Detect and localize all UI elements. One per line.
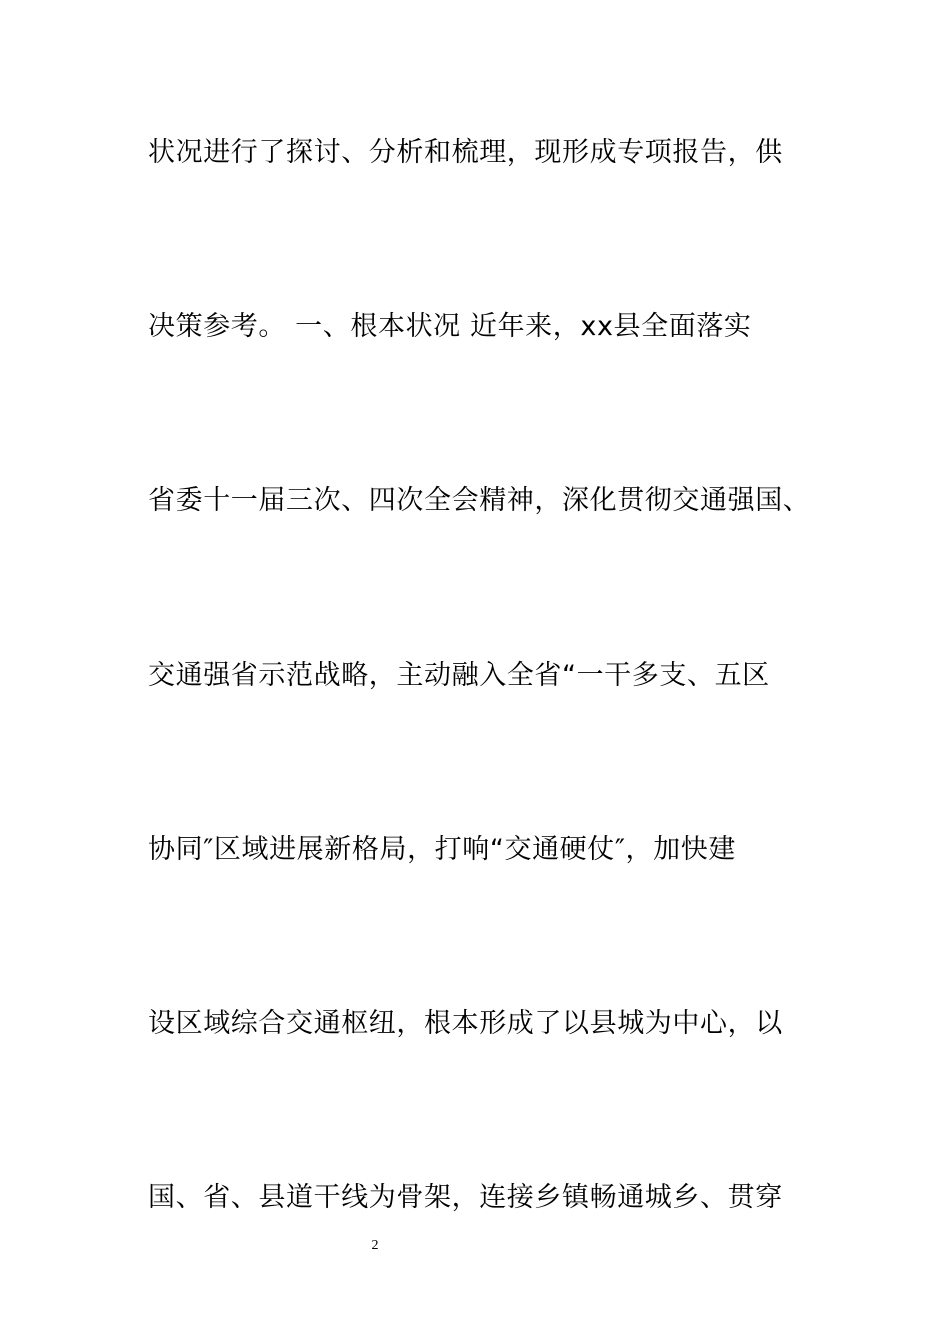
body-text-line: 决策参考。 一、根本状况 近年来，xx县全面落实 [148,311,752,342]
page-number: 2 [371,1238,379,1253]
body-text-line: 国、省、县道干线为骨架，连接乡镇畅通城乡、贯穿 [148,1182,783,1213]
body-text-line: 协同″区域进展新格局，打响“交通硬仗″，加快建 [148,834,736,865]
body-text-line: 状况进行了探讨、分析和梳理，现形成专项报告，供 [148,137,783,168]
body-text-line: 交通强省示范战略，主动融入全省“一干多支、五区 [148,660,770,691]
body-text-line: 省委十一届三次、四次全会精神，深化贯彻交通强国、 [148,485,811,516]
body-text-line: 设区域综合交通枢纽，根本形成了以县城为中心，以 [148,1008,783,1039]
